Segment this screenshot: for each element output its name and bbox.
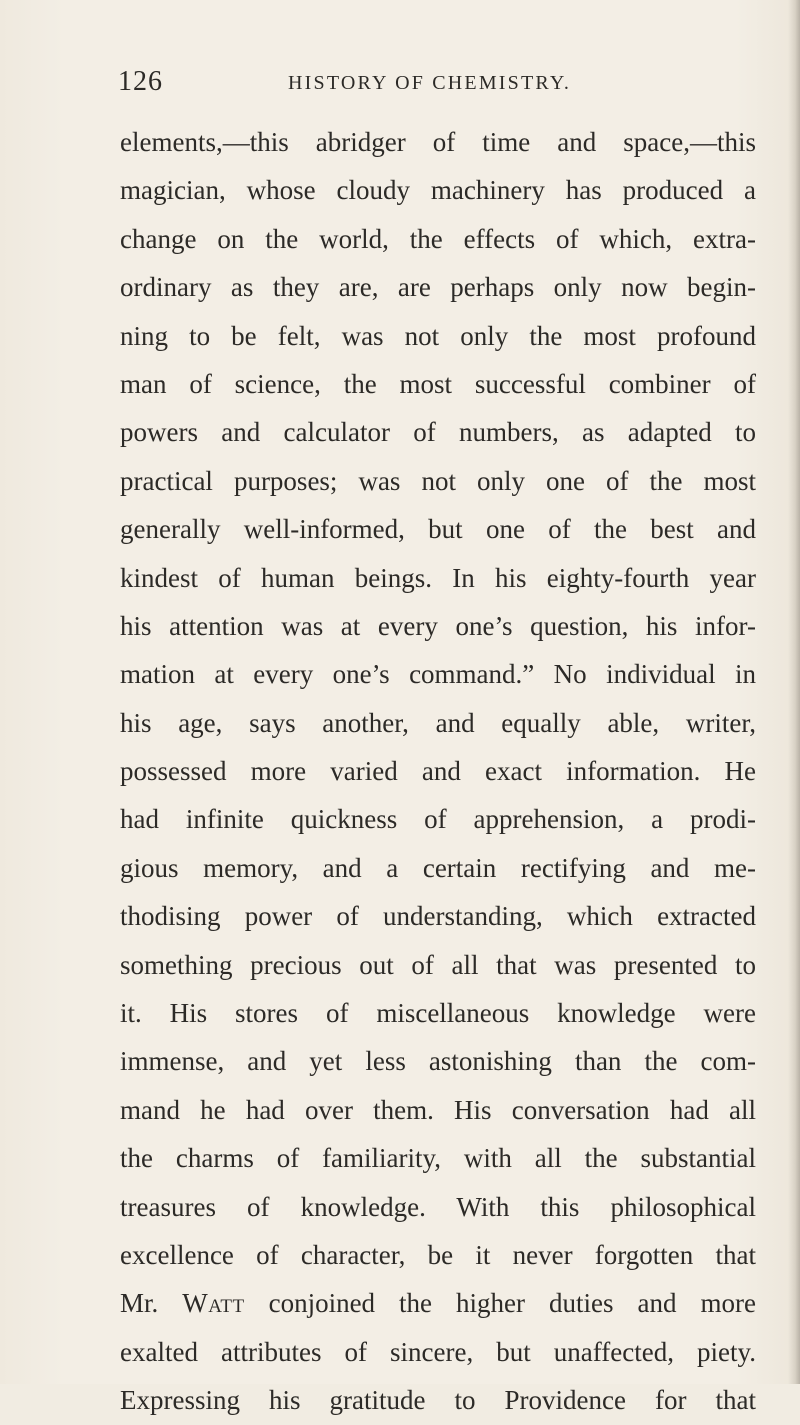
page-number: 126 (118, 66, 163, 97)
text-line: thodising power of understanding, which extracted (120, 901, 756, 932)
name-watt: Watt (182, 1288, 245, 1319)
text-line: ning to be felt, was not only the most profound (120, 320, 756, 351)
text-line-watt (120, 1279, 756, 1327)
text-line: man of science, the most successful combiner of (120, 368, 756, 399)
page-edge-shadow (788, 0, 800, 1384)
text-line: exalted attributes of sincere, but unaffected, piety. (120, 1336, 756, 1367)
running-head: HISTORY OF CHEMISTRY. (288, 72, 572, 94)
text-line: treasures of knowledge. With this philosophical (120, 1191, 756, 1222)
text-line: excellence of character, be it never forgotten that (120, 1239, 756, 1270)
text-line: elements,—this abridger of time and space,—this (120, 127, 756, 157)
text-line: practical purposes; was not only one of the most (120, 465, 756, 496)
text-line: something precious out of all that was presented to (120, 949, 756, 980)
body-text (120, 118, 756, 1425)
text-line: his age, says another, and equally able, writer, (120, 707, 756, 738)
text-line: magician, whose cloudy machinery has produced a (120, 175, 756, 206)
text-line: mand he had over them. His conversation had all (120, 1094, 756, 1125)
text-line: his attention was at every one’s question, his infor- (120, 610, 756, 641)
text-fragment: conjoined the higher duties and more (244, 1288, 756, 1319)
text-line: gious memory, and a certain rectifying and me- (120, 852, 756, 883)
text-line: change on the world, the effects of which, extra- (120, 223, 756, 254)
page-header (118, 66, 758, 106)
text-line: immense, and yet less astonishing than the com- (120, 1046, 756, 1077)
text-line: had infinite quickness of apprehension, a prodi- (120, 804, 756, 835)
text-line: powers and calculator of numbers, as adapted to (120, 417, 756, 448)
text-line: possessed more varied and exact information. He (120, 756, 756, 787)
text-line: the charms of familiarity, with all the substantial (120, 1143, 756, 1174)
text-line: it. His stores of miscellaneous knowledge were (120, 998, 756, 1029)
text-line: ordinary as they are, are perhaps only now begin- (120, 272, 756, 303)
text-line: kindest of human beings. In his eighty-fourth year (120, 562, 756, 593)
text-line: mation at every one’s command.” No individual in (120, 659, 756, 690)
text-fragment: Mr. (120, 1288, 183, 1319)
text-line: generally well-informed, but one of the best and (120, 514, 756, 545)
text-line: Expressing his gratitude to Providence for that (120, 1385, 756, 1416)
